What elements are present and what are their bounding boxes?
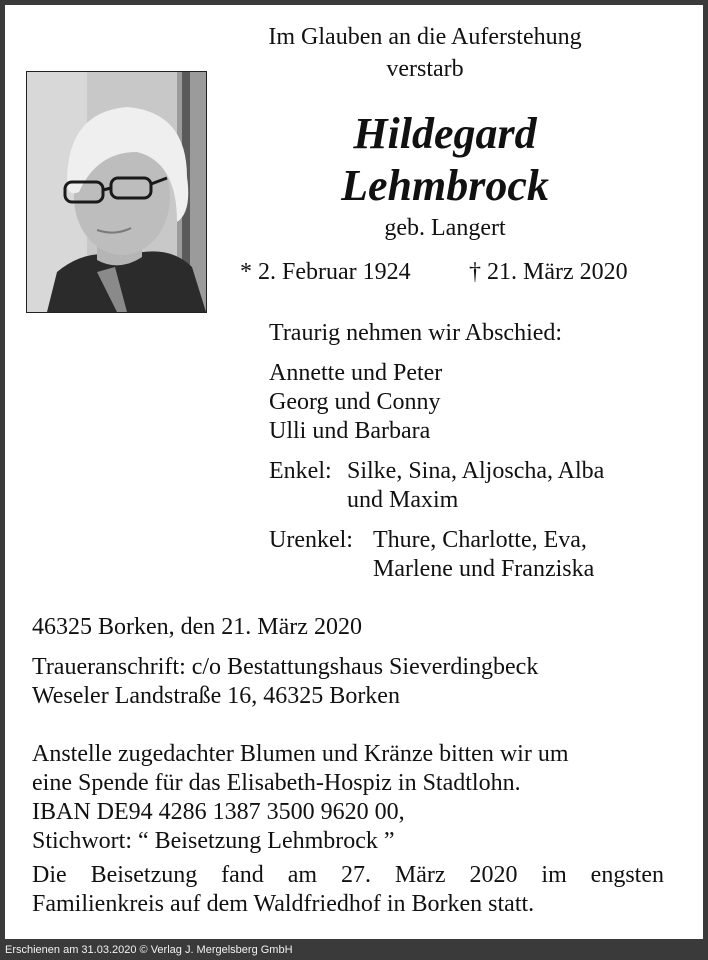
- obituary-card: [5, 5, 703, 939]
- header-line-2: verstarb: [386, 56, 464, 82]
- deceased-first-name: Hildegard: [353, 109, 537, 158]
- grandchildren-line-2: und Maxim: [347, 487, 459, 513]
- funeral-line-1: Die Beisetzung fand am 27. März 2020 im engsten: [32, 862, 664, 888]
- donation-line-1: Anstelle zugedachter Blumen und Kränze bitten wir um: [32, 741, 569, 767]
- funeral-line-2: Familienkreis auf dem Waldfriedhof in Borken statt.: [32, 891, 535, 917]
- mourners-intro: Traurig nehmen wir Abschied:: [269, 320, 563, 346]
- great-grandchildren-line-1: Thure, Charlotte, Eva,: [373, 527, 587, 553]
- great-grandchildren-line-2: Marlene und Franziska: [373, 556, 595, 582]
- great-grandchildren-label: Urenkel:: [269, 527, 353, 553]
- place-date: 46325 Borken, den 21. März 2020: [32, 614, 362, 640]
- header-line-1: Im Glauben an die Auferstehung: [268, 24, 582, 50]
- donation-keyword: Stichwort: “ Beisetzung Lehmbrock ”: [32, 828, 395, 854]
- address-line-2: Weseler Landstraße 16, 46325 Borken: [32, 683, 400, 709]
- deceased-last-name: Lehmbrock: [341, 161, 549, 210]
- address-line-1: Traueranschrift: c/o Bestattungshaus Sieverdingbeck: [32, 654, 539, 680]
- donation-iban: IBAN DE94 4286 1387 3500 9620 00,: [32, 799, 405, 825]
- child-line: Georg und Conny: [269, 389, 441, 415]
- portrait-photo: [26, 71, 207, 313]
- birth-date: * 2. Februar 1924: [240, 259, 411, 285]
- birth-name: geb. Langert: [384, 215, 506, 241]
- portrait-illustration: [27, 72, 206, 312]
- child-line: Ulli und Barbara: [269, 418, 431, 444]
- child-line: Annette und Peter: [269, 360, 443, 386]
- death-date: † 21. März 2020: [469, 259, 628, 285]
- publication-footer: Erschienen am 31.03.2020 © Verlag J. Mergelsberg GmbH: [5, 944, 293, 956]
- donation-line-2: eine Spende für das Elisabeth-Hospiz in Stadtlohn.: [32, 770, 521, 796]
- grandchildren-line-1: Silke, Sina, Aljoscha, Alba: [347, 458, 605, 484]
- grandchildren-label: Enkel:: [269, 458, 332, 484]
